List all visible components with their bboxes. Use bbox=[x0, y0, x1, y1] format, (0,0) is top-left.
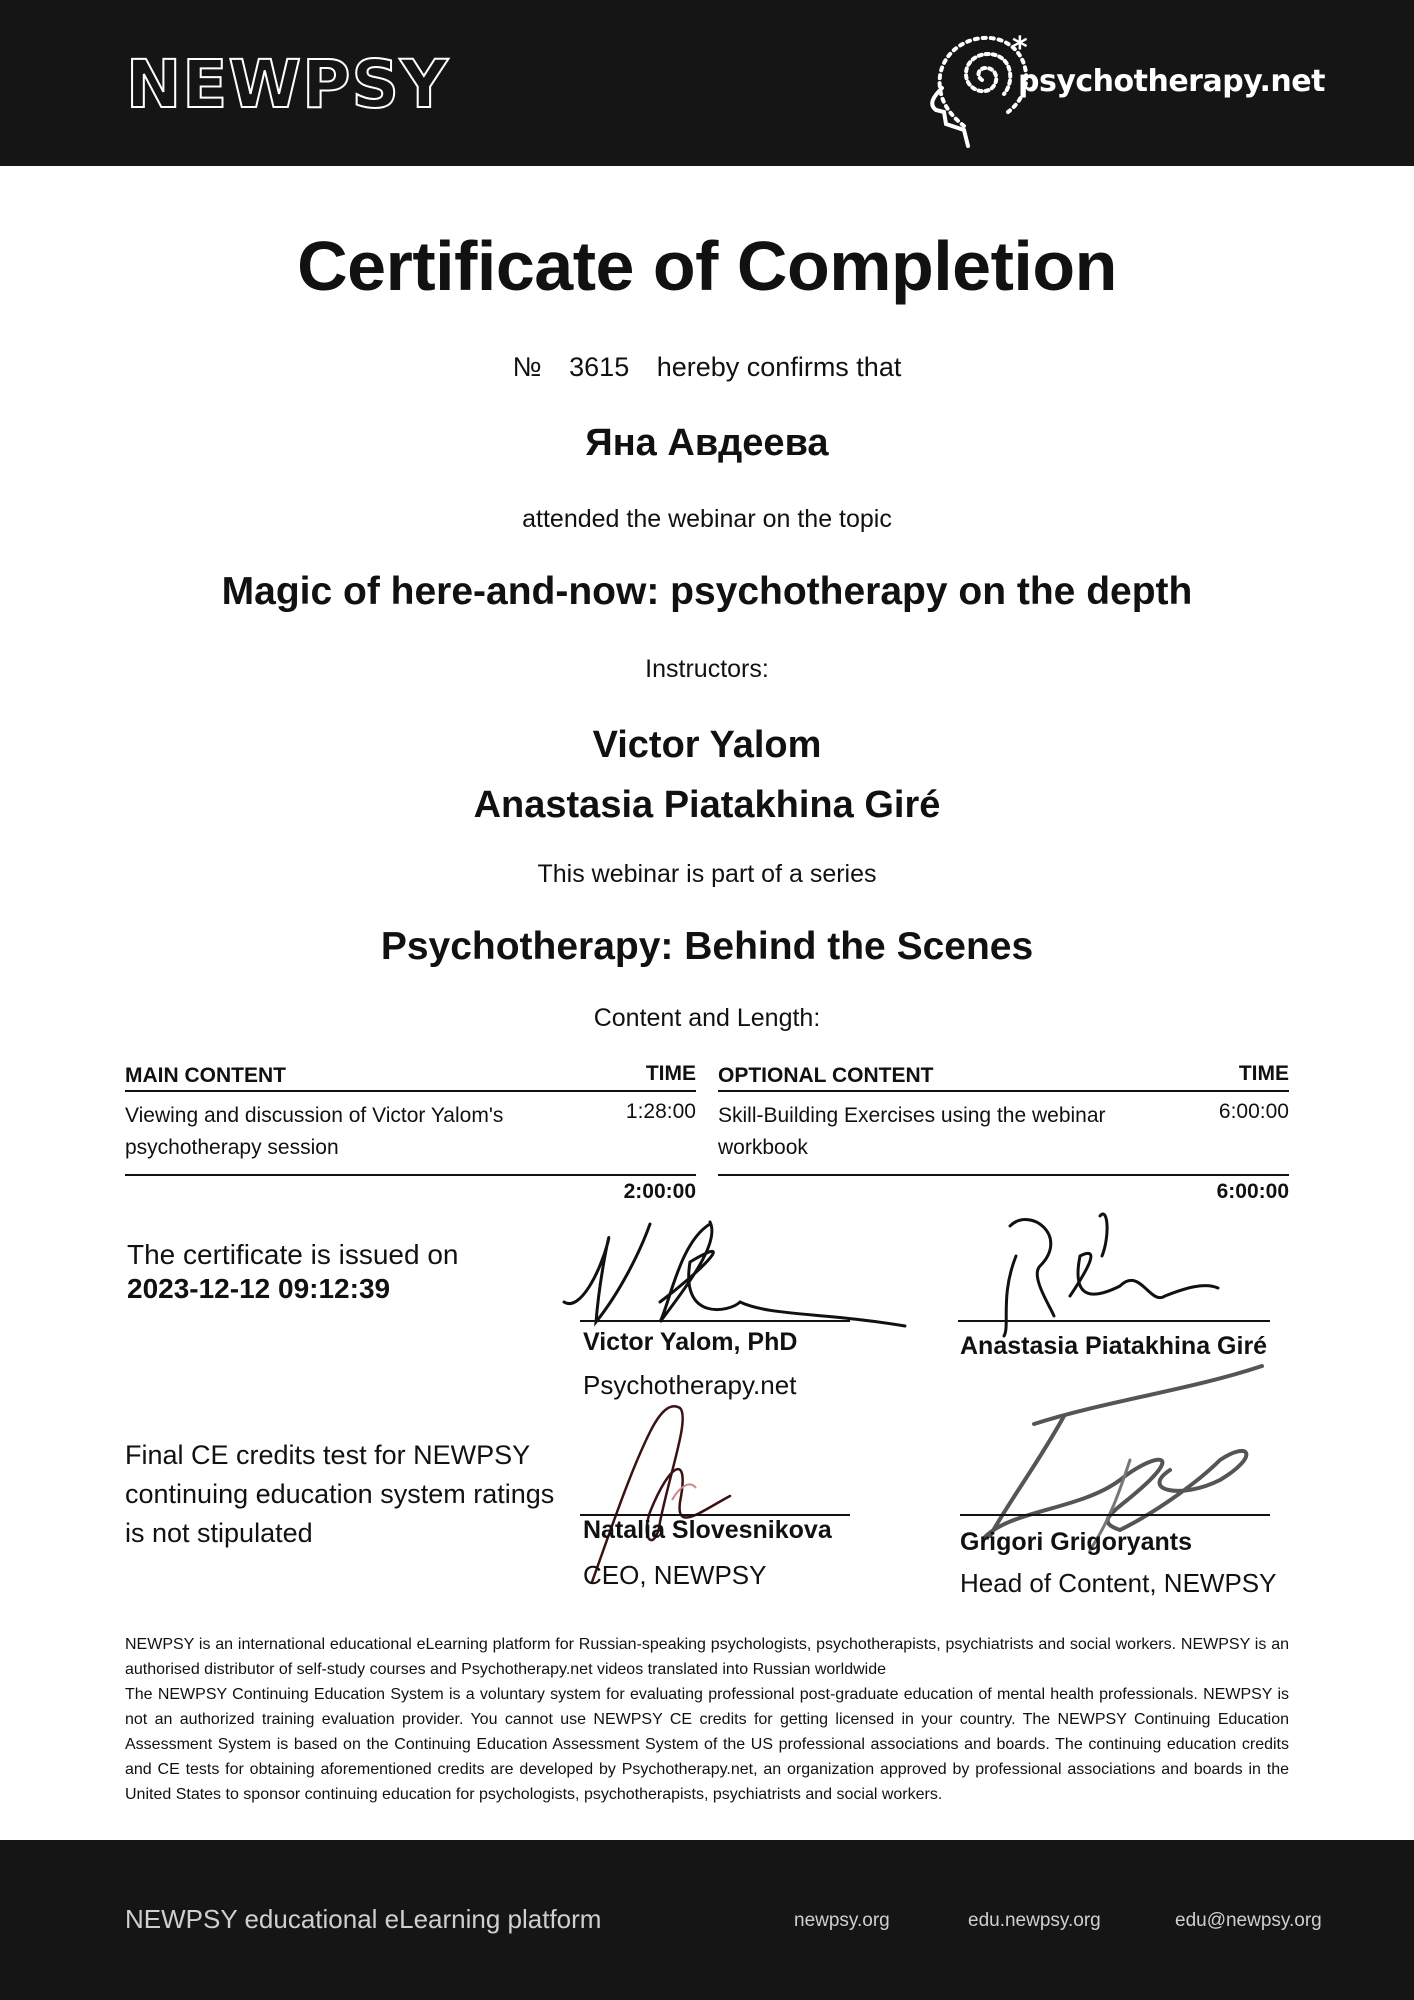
signature-line bbox=[958, 1320, 1270, 1322]
psychotherapy-net-logo: psychotherapy.net bbox=[1018, 64, 1325, 99]
content-length-label: Content and Length: bbox=[593, 1004, 821, 1032]
svg-text:*: * bbox=[1012, 31, 1028, 66]
certificate-title: Certificate of Completion bbox=[297, 227, 1117, 305]
recipient-name: Яна Авдеева bbox=[585, 422, 829, 464]
fineprint-paragraph: The NEWPSY Continuing Education System is a voluntary system for evaluating professional post-graduate education of mental health professionals. NEWPSY is not an authorized training evaluation provider. You cannot use NEWPSY CE credits for getting licensed in your country. The NEWPSY Continuing Education Assessment System is based on the Continuing Education Assessment System of the US professional associations and boards. The continuing education credits and CE tests for obtaining aforementioned credits are developed by Psychotherapy.net, an organization approved by professional associations and boards in the United States to sponsor continuing education for psychologists, psychotherapists, psychiatrists and social workers. bbox=[125, 1686, 1289, 1803]
signature-line bbox=[580, 1320, 850, 1322]
signer-role: Psychotherapy.net bbox=[583, 1370, 797, 1400]
header-bar bbox=[0, 0, 1414, 166]
issued-label: The certificate is issued on bbox=[127, 1239, 459, 1270]
signer-name: Anastasia Piatakhina Giré bbox=[960, 1332, 1268, 1360]
signature-anastasia-piatakhina bbox=[990, 1196, 1230, 1346]
content-time: 1:28:00 bbox=[625, 1100, 696, 1123]
issued-datetime: 2023-12-12 09:12:39 bbox=[127, 1273, 391, 1304]
fineprint-paragraph: NEWPSY is an international educational eLearning platform for Russian-speaking psychologists, psychotherapists, psychiatrists and social workers. NEWPSY is an authorised distributor of self-study courses and Psychotherapy.net videos translated into Russian worldwide bbox=[125, 1636, 1289, 1678]
content-description: Skill-Building Exercises using the webinar workbook bbox=[718, 1104, 1106, 1159]
table-header bbox=[718, 1060, 1289, 1092]
signer-name: Grigori Grigoryants bbox=[960, 1528, 1192, 1556]
total-time: 6:00:00 bbox=[1216, 1180, 1289, 1203]
ce-note: Final CE credits test for NEWPSY continuing education system ratings is not stipulated bbox=[125, 1440, 555, 1548]
main-content-table bbox=[125, 1060, 696, 1206]
main-content-header: MAIN CONTENT bbox=[125, 1064, 286, 1087]
newpsy-logo: NEWPSY bbox=[126, 46, 449, 123]
table-total bbox=[718, 1176, 1289, 1206]
content-description: Viewing and discussion of Victor Yalom's psychotherapy session bbox=[125, 1104, 504, 1159]
footer-link-newpsy[interactable]: newpsy.org bbox=[794, 1910, 890, 1931]
certificate-number-line bbox=[0, 352, 1414, 383]
instructors-label: Instructors: bbox=[645, 655, 769, 683]
table-header bbox=[125, 1060, 696, 1092]
series-label: This webinar is part of a series bbox=[537, 860, 877, 888]
fineprint bbox=[125, 1632, 1289, 1807]
number-symbol: № bbox=[512, 352, 542, 382]
footer-brand: NEWPSY educational eLearning platform bbox=[125, 1904, 602, 1934]
signature-line bbox=[960, 1514, 1270, 1516]
signature-victor-yalom bbox=[560, 1212, 910, 1342]
series-title: Psychotherapy: Behind the Scenes bbox=[380, 925, 1034, 968]
table-row bbox=[125, 1092, 696, 1176]
time-header: TIME bbox=[645, 1062, 696, 1085]
certificate-number: 3615 bbox=[569, 352, 630, 382]
signer-role: Head of Content, NEWPSY bbox=[960, 1568, 1277, 1598]
confirms-text: hereby confirms that bbox=[656, 352, 902, 382]
instructor-name: Anastasia Piatakhina Giré bbox=[473, 784, 941, 826]
table-total bbox=[125, 1176, 696, 1206]
signer-name: Natalia Slovesnikova bbox=[583, 1516, 832, 1544]
signer-name: Victor Yalom, PhD bbox=[583, 1328, 798, 1356]
optional-content-table bbox=[718, 1060, 1289, 1206]
footer-link-email[interactable]: edu@newpsy.org bbox=[1175, 1910, 1322, 1931]
signer-role: CEO, NEWPSY bbox=[583, 1560, 767, 1590]
optional-content-header: OPTIONAL CONTENT bbox=[718, 1064, 934, 1087]
total-time: 2:00:00 bbox=[623, 1180, 696, 1203]
table-row bbox=[718, 1092, 1289, 1176]
webinar-topic: Magic of here-and-now: psychotherapy on the depth bbox=[221, 570, 1193, 613]
attended-text: attended the webinar on the topic bbox=[522, 505, 892, 533]
footer-bar bbox=[0, 1840, 1414, 2000]
footer-link-edu[interactable]: edu.newpsy.org bbox=[968, 1910, 1101, 1931]
issued-block bbox=[127, 1238, 459, 1306]
time-header: TIME bbox=[1238, 1062, 1289, 1085]
content-time: 6:00:00 bbox=[1218, 1100, 1289, 1123]
instructor-name: Victor Yalom bbox=[592, 724, 822, 766]
